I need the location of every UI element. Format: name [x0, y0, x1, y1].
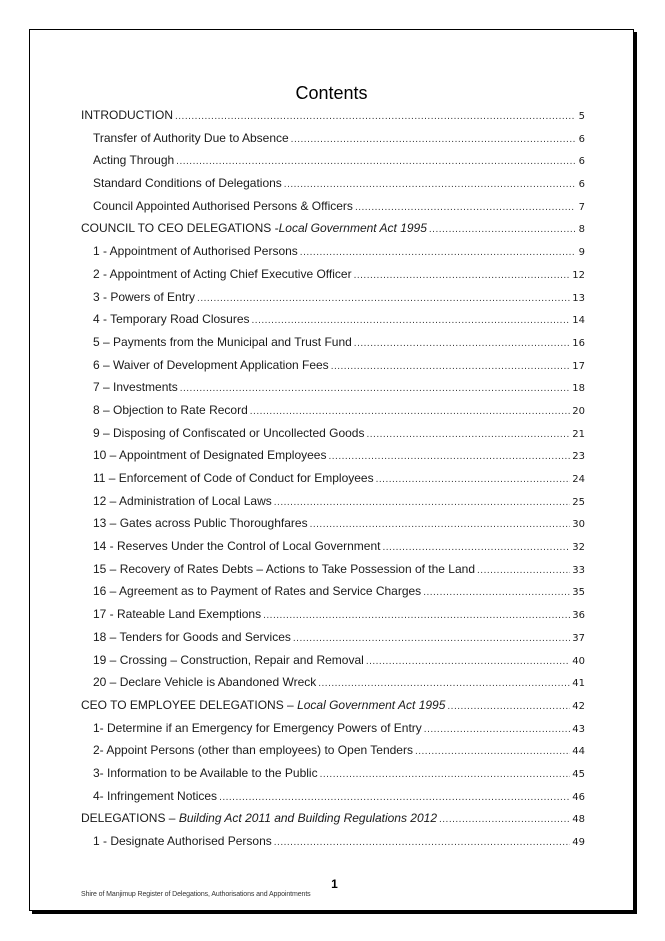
dot-leader	[291, 129, 575, 150]
toc-entry-label	[93, 354, 329, 377]
toc-entry-title: 11 – Enforcement of Code of Conduct for Employees	[93, 471, 374, 485]
toc-entry-label	[93, 558, 475, 581]
toc-entry-page-number: 36	[572, 610, 585, 622]
toc-entry-label	[93, 127, 289, 150]
toc-entry[interactable]	[81, 354, 585, 377]
toc-entry-page-number: 16	[572, 337, 585, 349]
toc-entry[interactable]	[81, 807, 585, 830]
toc-entry[interactable]	[81, 671, 585, 694]
toc-entry-label	[93, 399, 248, 422]
toc-entry[interactable]	[81, 240, 585, 263]
toc-entry-title: 16 – Agreement as to Payment of Rates and Service Charges	[93, 584, 422, 599]
toc-entry[interactable]	[81, 490, 585, 513]
toc-entry-page-number: 45	[572, 768, 585, 780]
toc-entry-title: 10 – Appointment of Designated Employees	[93, 448, 327, 463]
toc-entry[interactable]	[81, 127, 585, 150]
toc-entry-page-number: 7	[578, 201, 585, 213]
toc-entry-page-number: 14	[572, 315, 585, 327]
toc-entry[interactable]	[81, 104, 585, 127]
toc-entry-act-name: Local Government Act 1995	[297, 697, 446, 712]
toc-entry-title: 7 – Investments	[93, 380, 178, 395]
toc-entry-page-number: 5	[578, 111, 585, 122]
toc-entry-page-number: 9	[578, 247, 585, 259]
dot-leader	[250, 401, 571, 422]
toc-entry[interactable]	[81, 512, 585, 535]
toc-entry-title: 1- Determine if an Emergency for Emergency Powers of Entry	[93, 720, 422, 735]
toc-entry-label	[93, 195, 353, 218]
toc-entry-page-number: 8	[578, 224, 585, 236]
toc-entry-page-number: 13	[572, 292, 585, 304]
toc-entry-page-number: 21	[572, 428, 585, 440]
toc-entry-page-number: 17	[572, 360, 585, 372]
toc-entry-page-number: 49	[572, 837, 585, 848]
toc-entry-act-name: Local Government Act 1995	[278, 221, 427, 236]
toc-entry-page-number: 24	[572, 474, 585, 485]
toc-entry-label	[93, 286, 195, 309]
dot-leader	[415, 741, 570, 762]
toc-entry[interactable]	[81, 376, 585, 399]
dot-leader	[366, 651, 570, 672]
toc-entry-page-number: 18	[572, 383, 585, 395]
toc-entry-title: 2 - Appointment of Acting Chief Executive Officer	[93, 266, 352, 281]
dot-leader	[320, 764, 571, 785]
dot-leader	[252, 310, 571, 331]
toc-entry-title: COUNCIL TO CEO DELEGATIONS -	[81, 221, 279, 236]
toc-entry-page-number: 6	[578, 133, 585, 145]
toc-entry[interactable]	[81, 649, 585, 672]
toc-entry-label	[93, 172, 282, 195]
page-number: 1	[331, 877, 338, 891]
toc-entry[interactable]	[81, 603, 585, 626]
toc-entry[interactable]	[81, 785, 585, 808]
footer-text: Shire of Manjimup Register of Delegations, Authorisations and Appointments	[81, 891, 311, 898]
toc-entry-label	[93, 717, 422, 740]
toc-entry-label	[81, 807, 437, 830]
toc-entry-page-number: 23	[572, 451, 585, 463]
toc-entry-title: 18 – Tenders for Goods and Services	[93, 629, 291, 644]
toc-entry-title: 8 – Objection to Rate Record	[93, 402, 248, 417]
dot-leader	[429, 219, 575, 240]
toc-entry-label	[93, 603, 261, 626]
toc-entry-title: 9 – Disposing of Confiscated or Uncollected Goods	[93, 425, 365, 440]
toc-entry-page-number: 48	[572, 814, 585, 826]
toc-entry-title: Council Appointed Authorised Persons & Officers	[93, 198, 353, 213]
toc-entry-title: 1 - Designate Authorised Persons	[93, 834, 272, 848]
dot-leader	[477, 560, 570, 581]
dot-leader	[366, 424, 570, 445]
toc-entry-page-number: 32	[572, 542, 585, 554]
toc-entry[interactable]	[81, 739, 585, 762]
toc-entry-label	[93, 626, 291, 649]
dot-leader	[331, 356, 571, 377]
toc-entry-label	[81, 217, 427, 240]
dot-leader	[447, 696, 570, 717]
toc-entry-label	[93, 762, 318, 785]
toc-entry-page-number: 46	[572, 791, 585, 803]
toc-entry-title: INTRODUCTION	[81, 108, 173, 122]
toc-entry[interactable]	[81, 308, 585, 331]
toc-entry-title: 4 - Temporary Road Closures	[93, 312, 250, 327]
toc-entry-title: DELEGATIONS –	[81, 811, 179, 826]
toc-entry-title: Standard Conditions of Delegations	[93, 176, 282, 191]
toc-entry-label	[93, 444, 326, 467]
dot-leader	[263, 605, 570, 626]
toc-entry-page-number: 40	[572, 655, 585, 667]
toc-entry[interactable]	[81, 172, 585, 195]
toc-entry[interactable]	[81, 263, 585, 286]
toc-entry-page-number: 33	[572, 564, 585, 576]
toc-entry[interactable]	[81, 558, 585, 581]
toc-entry[interactable]	[81, 286, 585, 309]
document-page	[29, 29, 634, 911]
toc-entry-title: 19 – Crossing – Construction, Repair and Removal	[93, 652, 364, 667]
page-title: Contents	[295, 83, 368, 103]
toc-entry-title: 12 – Administration of Local Laws	[93, 493, 272, 508]
toc-entry-title: 3 - Powers of Entry	[93, 289, 196, 304]
toc-entry-label	[93, 739, 413, 762]
dot-leader	[354, 265, 571, 286]
toc-entry[interactable]	[81, 444, 585, 467]
toc-entry-page-number: 12	[572, 269, 585, 281]
toc-entry-title: 14 - Reserves Under the Control of Local Government	[93, 539, 381, 554]
dot-leader	[180, 378, 571, 399]
toc-entry-label	[93, 376, 178, 399]
toc-entry-page-number: 35	[572, 587, 585, 599]
toc-entry-page-number: 44	[572, 746, 585, 758]
toc-entry[interactable]	[81, 422, 585, 445]
toc-entry-page-number: 41	[572, 678, 585, 690]
toc-entry-title: 5 – Payments from the Municipal and Trust Fund	[93, 334, 352, 349]
toc-entry-label	[93, 535, 380, 558]
toc-entry-page-number: 20	[572, 405, 585, 417]
toc-entry-page-number: 37	[572, 632, 585, 644]
dot-leader	[274, 832, 570, 853]
toc-entry-title: 4- Infringement Notices	[93, 788, 218, 803]
toc-entry-label	[93, 785, 217, 808]
toc-entry-label	[93, 263, 352, 286]
table-of-contents	[81, 104, 585, 853]
toc-entry-label	[93, 308, 250, 331]
toc-entry[interactable]	[81, 694, 585, 717]
toc-entry-page-number: 43	[572, 723, 585, 735]
toc-entry-title: 13 – Gates across Public Thoroughfares	[93, 516, 308, 531]
toc-entry[interactable]	[81, 217, 585, 240]
toc-entry-label	[93, 240, 298, 263]
toc-entry[interactable]	[81, 580, 585, 603]
dot-leader	[318, 673, 570, 694]
toc-entry-title: Acting Through	[93, 153, 175, 168]
dot-leader	[293, 628, 570, 649]
toc-entry-page-number: 6	[578, 156, 585, 168]
toc-entry-title: 17 - Rateable Land Exemptions	[93, 607, 262, 622]
dot-leader	[355, 197, 575, 218]
toc-entry-label	[93, 331, 352, 354]
toc-entry[interactable]	[81, 467, 585, 490]
toc-entry-label	[93, 580, 421, 603]
toc-entry-title: 15 – Recovery of Rates Debts – Actions to Take Possession of the Land	[93, 561, 476, 576]
toc-entry-title: 1 - Appointment of Authorised Persons	[93, 244, 298, 259]
toc-entry-title: Transfer of Authority Due to Absence	[93, 130, 289, 145]
toc-entry-label	[93, 490, 272, 513]
toc-entry-title: 6 – Waiver of Development Application Fees	[93, 357, 329, 372]
toc-entry-label	[93, 149, 174, 172]
toc-entry-page-number: 42	[572, 700, 585, 712]
toc-entry[interactable]	[81, 331, 585, 354]
toc-entry-label	[81, 694, 445, 717]
toc-entry[interactable]	[81, 626, 585, 649]
toc-entry-label	[81, 104, 173, 127]
dot-leader	[176, 151, 575, 172]
dot-leader	[423, 582, 570, 603]
dot-leader	[300, 242, 575, 263]
toc-entry-label	[93, 671, 316, 694]
dot-leader	[219, 787, 570, 808]
dot-leader	[197, 288, 570, 309]
dot-leader	[424, 719, 570, 740]
toc-entry-label	[93, 512, 308, 535]
toc-entry[interactable]	[81, 762, 585, 785]
toc-entry-title: 2- Appoint Persons (other than employees) to Open Tenders	[93, 743, 413, 758]
toc-entry-title: 20 – Declare Vehicle is Abandoned Wreck	[93, 675, 317, 690]
dot-leader	[376, 469, 571, 490]
toc-entry[interactable]	[81, 399, 585, 422]
dot-leader	[382, 537, 570, 558]
toc-entry-page-number: 25	[572, 496, 585, 508]
toc-entry[interactable]	[81, 717, 585, 740]
toc-entry-title: CEO TO EMPLOYEE DELEGATIONS –	[81, 697, 298, 712]
dot-leader	[328, 446, 570, 467]
toc-entry-page-number: 6	[578, 179, 585, 191]
toc-entry-label	[93, 649, 364, 672]
dot-leader	[175, 106, 575, 127]
toc-entry-title: 3- Information to be Available to the Public	[93, 765, 318, 780]
toc-entry-label	[93, 422, 364, 445]
toc-entry[interactable]	[81, 195, 585, 218]
dot-leader	[274, 492, 570, 513]
toc-entry[interactable]	[81, 149, 585, 172]
dot-leader	[284, 174, 575, 195]
dot-leader	[310, 514, 571, 535]
toc-entry-page-number: 30	[572, 519, 585, 531]
toc-entry[interactable]	[81, 535, 585, 558]
toc-entry-act-name: Building Act 2011 and Building Regulations 2012	[178, 811, 437, 826]
toc-entry-label	[93, 467, 374, 490]
dot-leader	[354, 333, 570, 354]
dot-leader	[439, 809, 570, 830]
toc-entry-label	[93, 830, 272, 853]
toc-entry[interactable]	[81, 830, 585, 853]
